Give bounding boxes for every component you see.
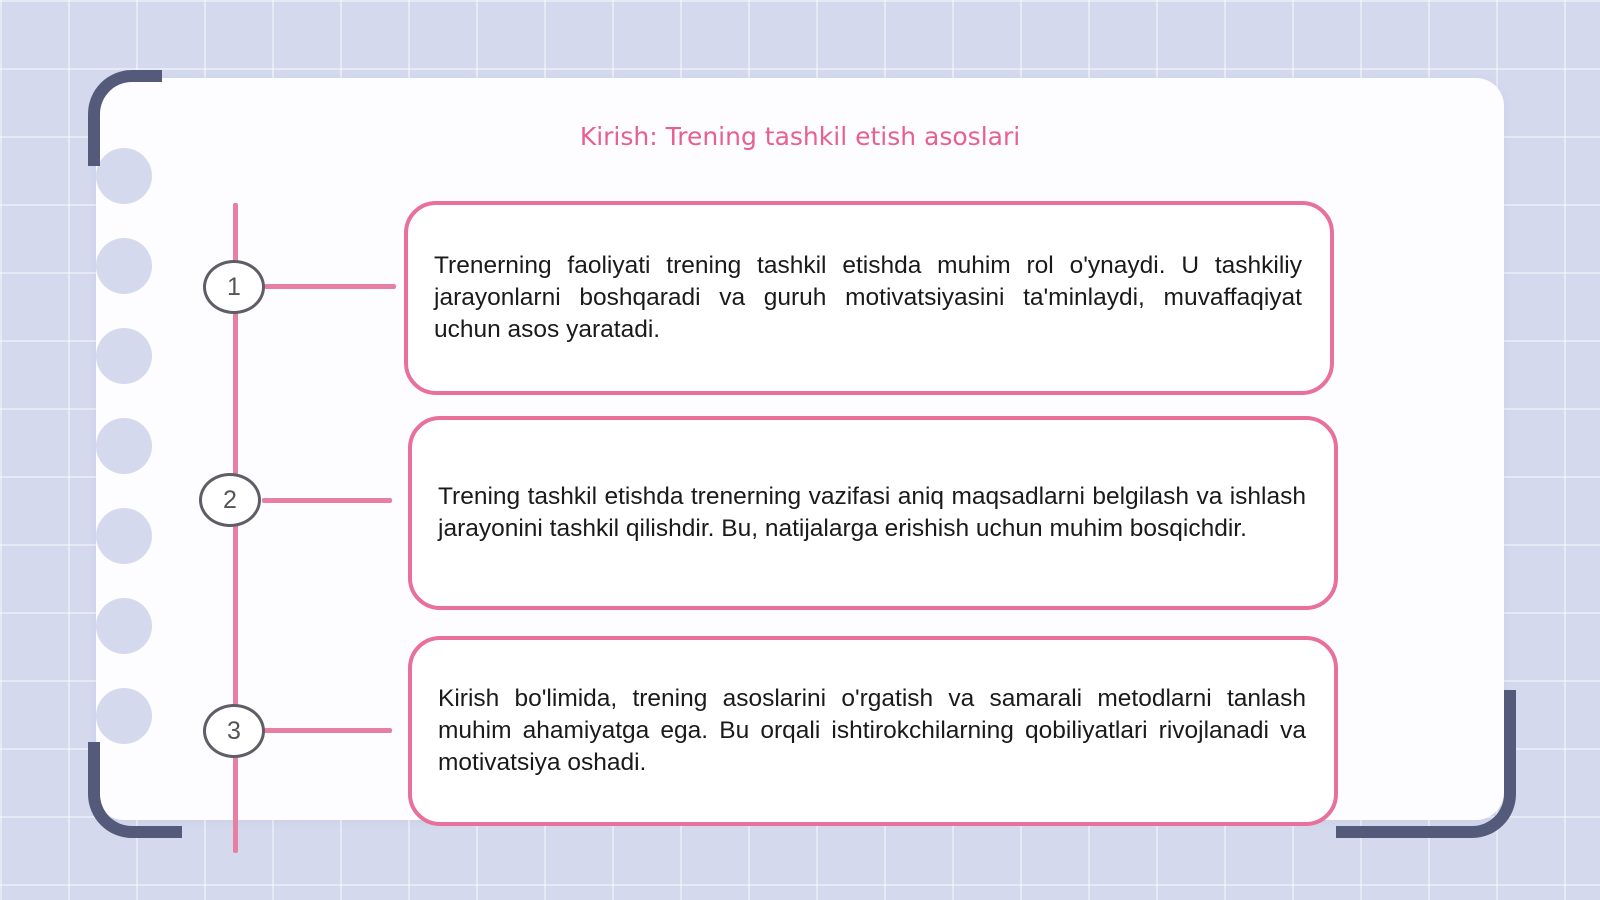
step-card-text: Kirish bo'limida, trening asoslarini o'rgatish va samarali metodlarni tanlash muhim ahamiyatga ega. Bu orqali ishtirokchilarning qobiliyatlari rivojlanadi va motivatsiya oshadi. <box>438 685 1306 776</box>
step-card <box>408 416 1338 610</box>
step-card-text: Trenerning faoliyati trening tashkil etishda muhim rol o'ynaydi. U tashkiliy jarayonlarni boshqaradi va guruh motivatsiyasini ta'minlaydi, muvaffaqiyat uchun asos yaratadi. <box>434 252 1302 343</box>
paper-scallop <box>96 598 152 654</box>
timeline-connector <box>264 728 392 733</box>
corner-bracket-bottom-right <box>1336 690 1516 838</box>
timeline-connector <box>264 284 396 289</box>
step-card <box>404 201 1334 395</box>
step-number-badge: 2 <box>199 473 261 527</box>
slide-title: Kirish: Trening tashkil etish asoslari <box>579 122 1021 151</box>
step-number-badge: 1 <box>203 260 265 314</box>
corner-bracket-top-left <box>88 70 162 166</box>
paper-scallop <box>96 238 152 294</box>
paper-scallop <box>96 328 152 384</box>
corner-bracket-bottom-left <box>88 742 182 838</box>
step-number-badge: 3 <box>203 704 265 758</box>
paper-scallop <box>96 508 152 564</box>
step-card-text: Trening tashkil etishda trenerning vazifasi aniq maqsadlarni belgilash va ishlash jarayonini tashkil qilishdir. Bu, natijalarga erishish uchun muhim bosqichdir. <box>438 483 1306 542</box>
timeline-connector <box>262 498 392 503</box>
step-card <box>408 636 1338 826</box>
paper-scallop <box>96 418 152 474</box>
paper-scallop <box>96 688 152 744</box>
